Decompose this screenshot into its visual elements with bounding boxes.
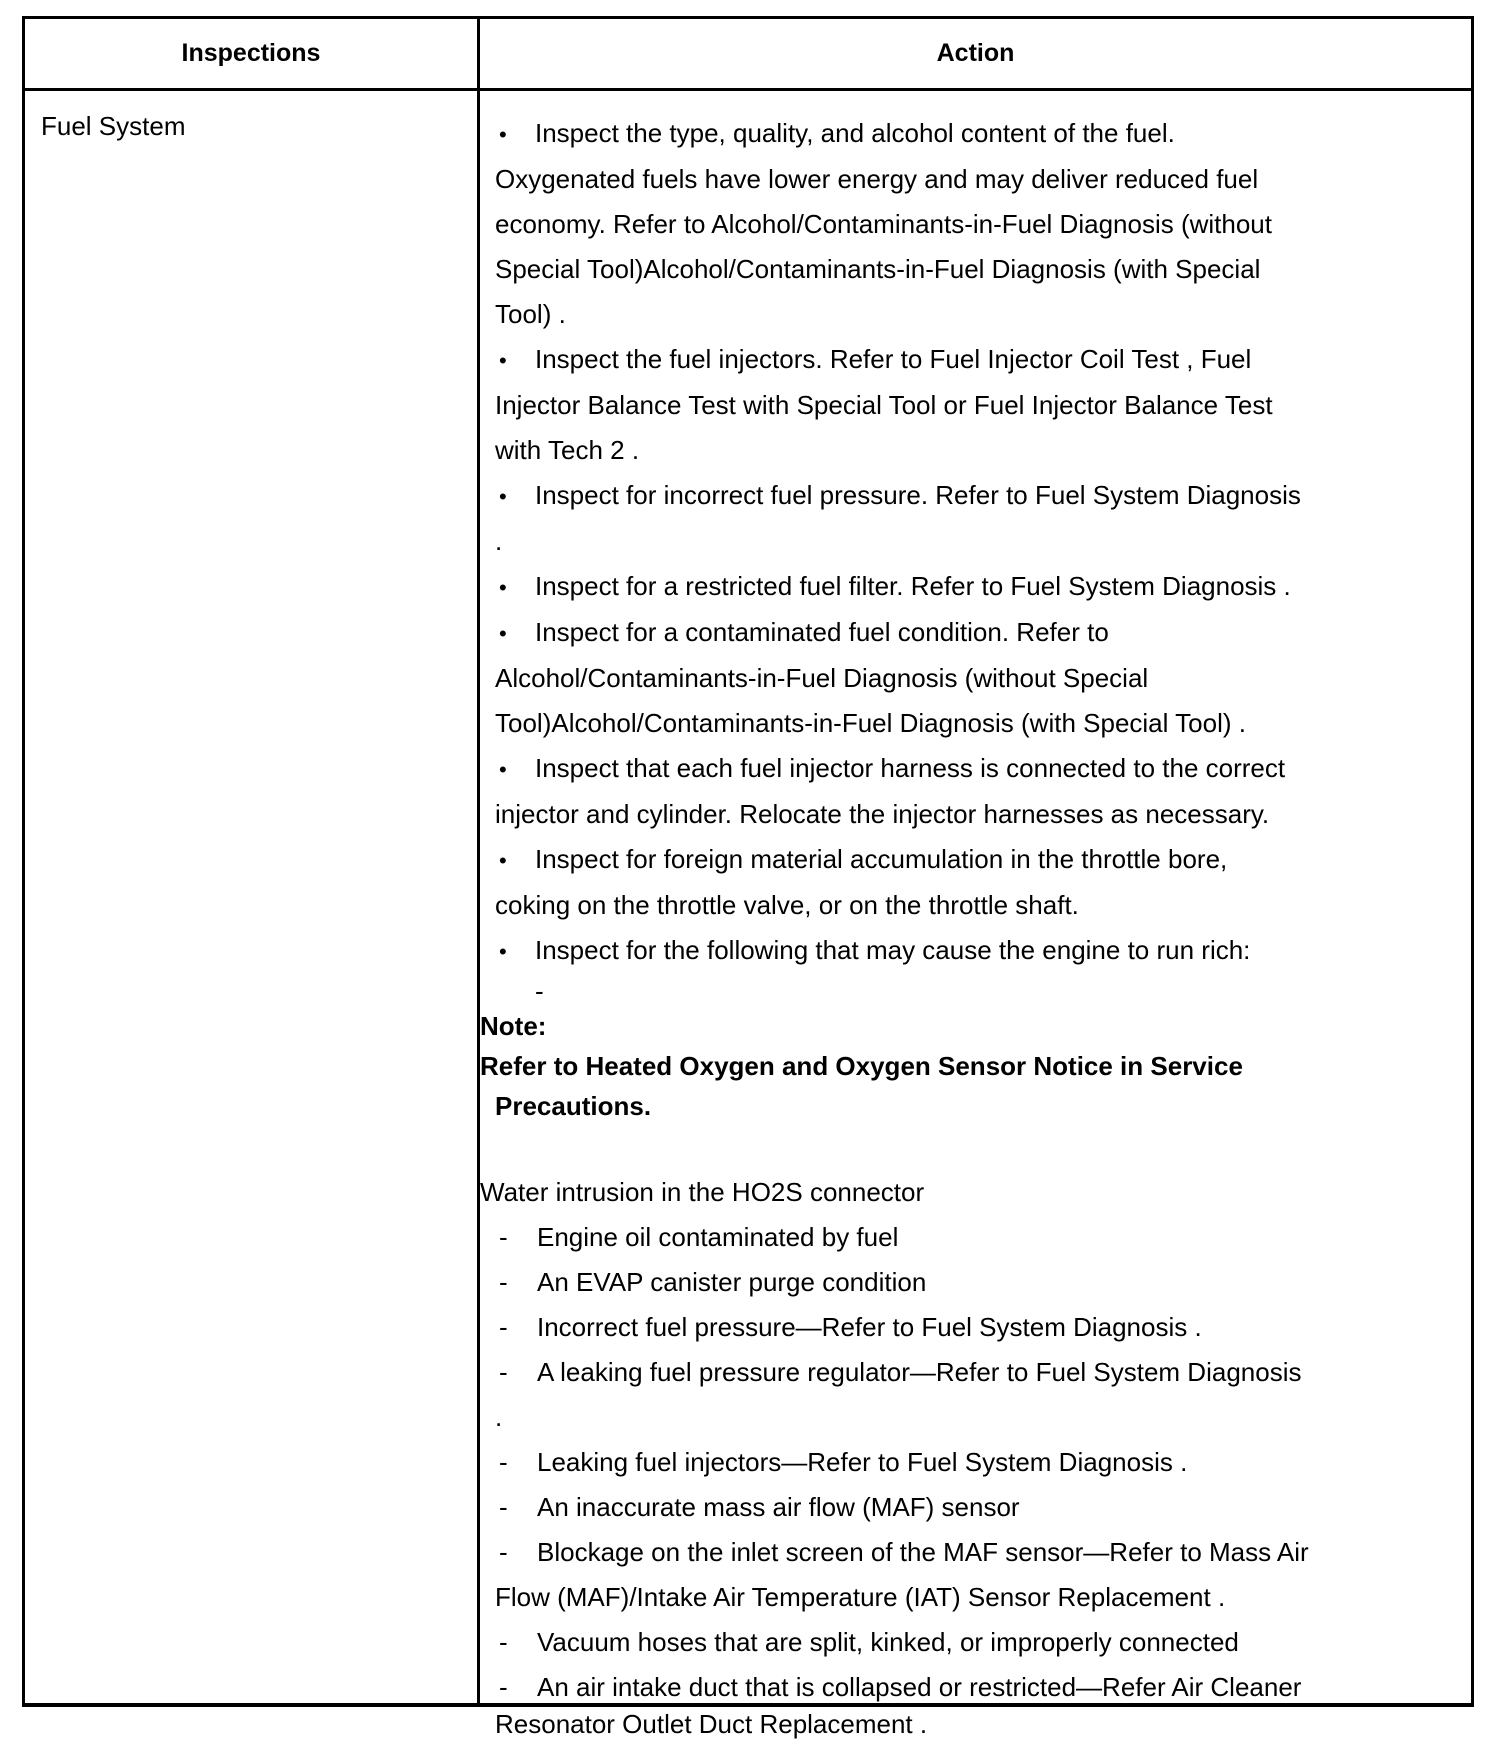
sub-item-text: Leaking fuel injectors—Refer to Fuel System Diagnosis . — [537, 1447, 1188, 1477]
action-item — [480, 111, 1440, 157]
header-action: Action — [936, 39, 1015, 67]
header-divider — [25, 88, 1471, 91]
bullet-icon: • — [499, 122, 507, 147]
bullet-icon: • — [499, 484, 507, 509]
action-item — [480, 610, 1440, 656]
action-item-continuation: Alcohol/Contaminants-in-Fuel Diagnosis (without Special — [495, 663, 1149, 693]
sub-item-text: An inaccurate mass air flow (MAF) sensor — [537, 1492, 1020, 1522]
action-item-continuation: coking on the throttle valve, or on the throttle shaft. — [495, 890, 1079, 920]
sub-item-list — [480, 1215, 1440, 1738]
action-item-continuation: Tool)Alcohol/Contaminants-in-Fuel Diagnosis (with Special Tool) . — [495, 708, 1246, 738]
action-item-text: Inspect for incorrect fuel pressure. Refer to Fuel System Diagnosis — [535, 480, 1301, 510]
sub-item-text: An EVAP canister purge condition — [537, 1267, 927, 1297]
dash-icon: - — [499, 1357, 508, 1387]
dash-icon: - — [499, 1537, 508, 1567]
sub-item-text: Blockage on the inlet screen of the MAF sensor—Refer to Mass Air — [537, 1537, 1309, 1567]
water-intrusion-text: Water intrusion in the HO2S connector — [480, 1177, 925, 1207]
action-item-text: Inspect the fuel injectors. Refer to Fuel Injector Coil Test , Fuel — [535, 344, 1252, 374]
sub-item — [480, 1485, 1440, 1530]
bullet-icon: • — [499, 848, 507, 873]
action-item-continuation: Injector Balance Test with Special Tool or Fuel Injector Balance Test — [495, 390, 1273, 420]
sub-item-text: Engine oil contaminated by fuel — [537, 1222, 899, 1252]
action-item-text: Inspect for foreign material accumulation in the throttle bore, — [535, 844, 1228, 874]
sub-item — [480, 1440, 1440, 1485]
bullet-icon: • — [499, 757, 507, 782]
action-item — [480, 928, 1440, 974]
header-inspections: Inspections — [181, 39, 321, 67]
sub-item-text: An air intake duct that is collapsed or restricted—Refer Air Cleaner — [537, 1672, 1302, 1702]
sub-item-text: Incorrect fuel pressure—Refer to Fuel System Diagnosis . — [537, 1312, 1202, 1342]
sub-item-text: Vacuum hoses that are split, kinked, or improperly connected — [537, 1627, 1239, 1657]
action-item — [480, 837, 1440, 883]
note-label: Note: — [480, 1011, 547, 1041]
note-text-continued: Precautions. — [495, 1091, 652, 1121]
action-item-continuation: Special Tool)Alcohol/Contaminants-in-Fuel Diagnosis (with Special — [495, 254, 1261, 284]
action-item-continuation: Tool) . — [495, 299, 566, 329]
action-item — [480, 337, 1440, 383]
bullet-list — [480, 111, 1440, 1008]
action-item-text: Inspect that each fuel injector harness is connected to the correct — [535, 753, 1286, 783]
action-cell — [480, 111, 1440, 1738]
sub-item-continuation: Resonator Outlet Duct Replacement . — [495, 1709, 928, 1739]
action-item-continuation: injector and cylinder. Relocate the injector harnesses as necessary. — [495, 799, 1270, 829]
action-item — [480, 564, 1440, 610]
note-text: Refer to Heated Oxygen and Oxygen Sensor Notice in Service — [480, 1051, 1243, 1081]
dash-icon: - — [499, 1672, 508, 1702]
bullet-icon: • — [499, 348, 507, 373]
action-item-text: Inspect for a contaminated fuel condition. Refer to — [535, 617, 1109, 647]
sub-item-continuation: Flow (MAF)/Intake Air Temperature (IAT) Sensor Replacement . — [495, 1582, 1226, 1612]
inspection-table — [22, 16, 1474, 1739]
sub-item — [480, 1260, 1440, 1305]
sub-item — [480, 1305, 1440, 1350]
action-item-continuation: economy. Refer to Alcohol/Contaminants-in-Fuel Diagnosis (without — [495, 209, 1272, 239]
action-item-continuation: . — [495, 526, 503, 556]
sub-item — [480, 1530, 1440, 1575]
action-item-text: Inspect for a restricted fuel filter. Refer to Fuel System Diagnosis . — [535, 571, 1291, 601]
dash-icon: - — [499, 1627, 508, 1657]
dash-icon: - — [499, 1447, 508, 1477]
bullet-icon: • — [499, 575, 507, 600]
dash-icon: - — [499, 1222, 508, 1252]
action-item-text: Inspect the type, quality, and alcohol content of the fuel. — [535, 118, 1175, 148]
sub-item — [480, 1665, 1440, 1710]
action-item — [480, 746, 1440, 792]
action-item-continuation: Oxygenated fuels have lower energy and may deliver reduced fuel — [495, 164, 1259, 194]
action-item — [480, 473, 1440, 519]
bullet-icon: • — [499, 939, 507, 964]
dash-icon: - — [499, 1312, 508, 1342]
sub-item — [480, 1350, 1440, 1395]
inspection-name: Fuel System — [41, 111, 186, 141]
sub-item — [480, 1215, 1440, 1260]
sub-item-text: A leaking fuel pressure regulator—Refer to Fuel System Diagnosis — [537, 1357, 1302, 1387]
sub-item-continuation: . — [495, 1402, 503, 1432]
dash-icon: - — [499, 1492, 508, 1522]
action-item-continuation: with Tech 2 . — [495, 435, 640, 465]
dash-marker: - — [535, 976, 544, 1006]
action-item-text: Inspect for the following that may cause the engine to run rich: — [535, 935, 1251, 965]
dash-icon: - — [499, 1267, 508, 1297]
bullet-icon: • — [499, 621, 507, 646]
sub-item — [480, 1620, 1440, 1665]
